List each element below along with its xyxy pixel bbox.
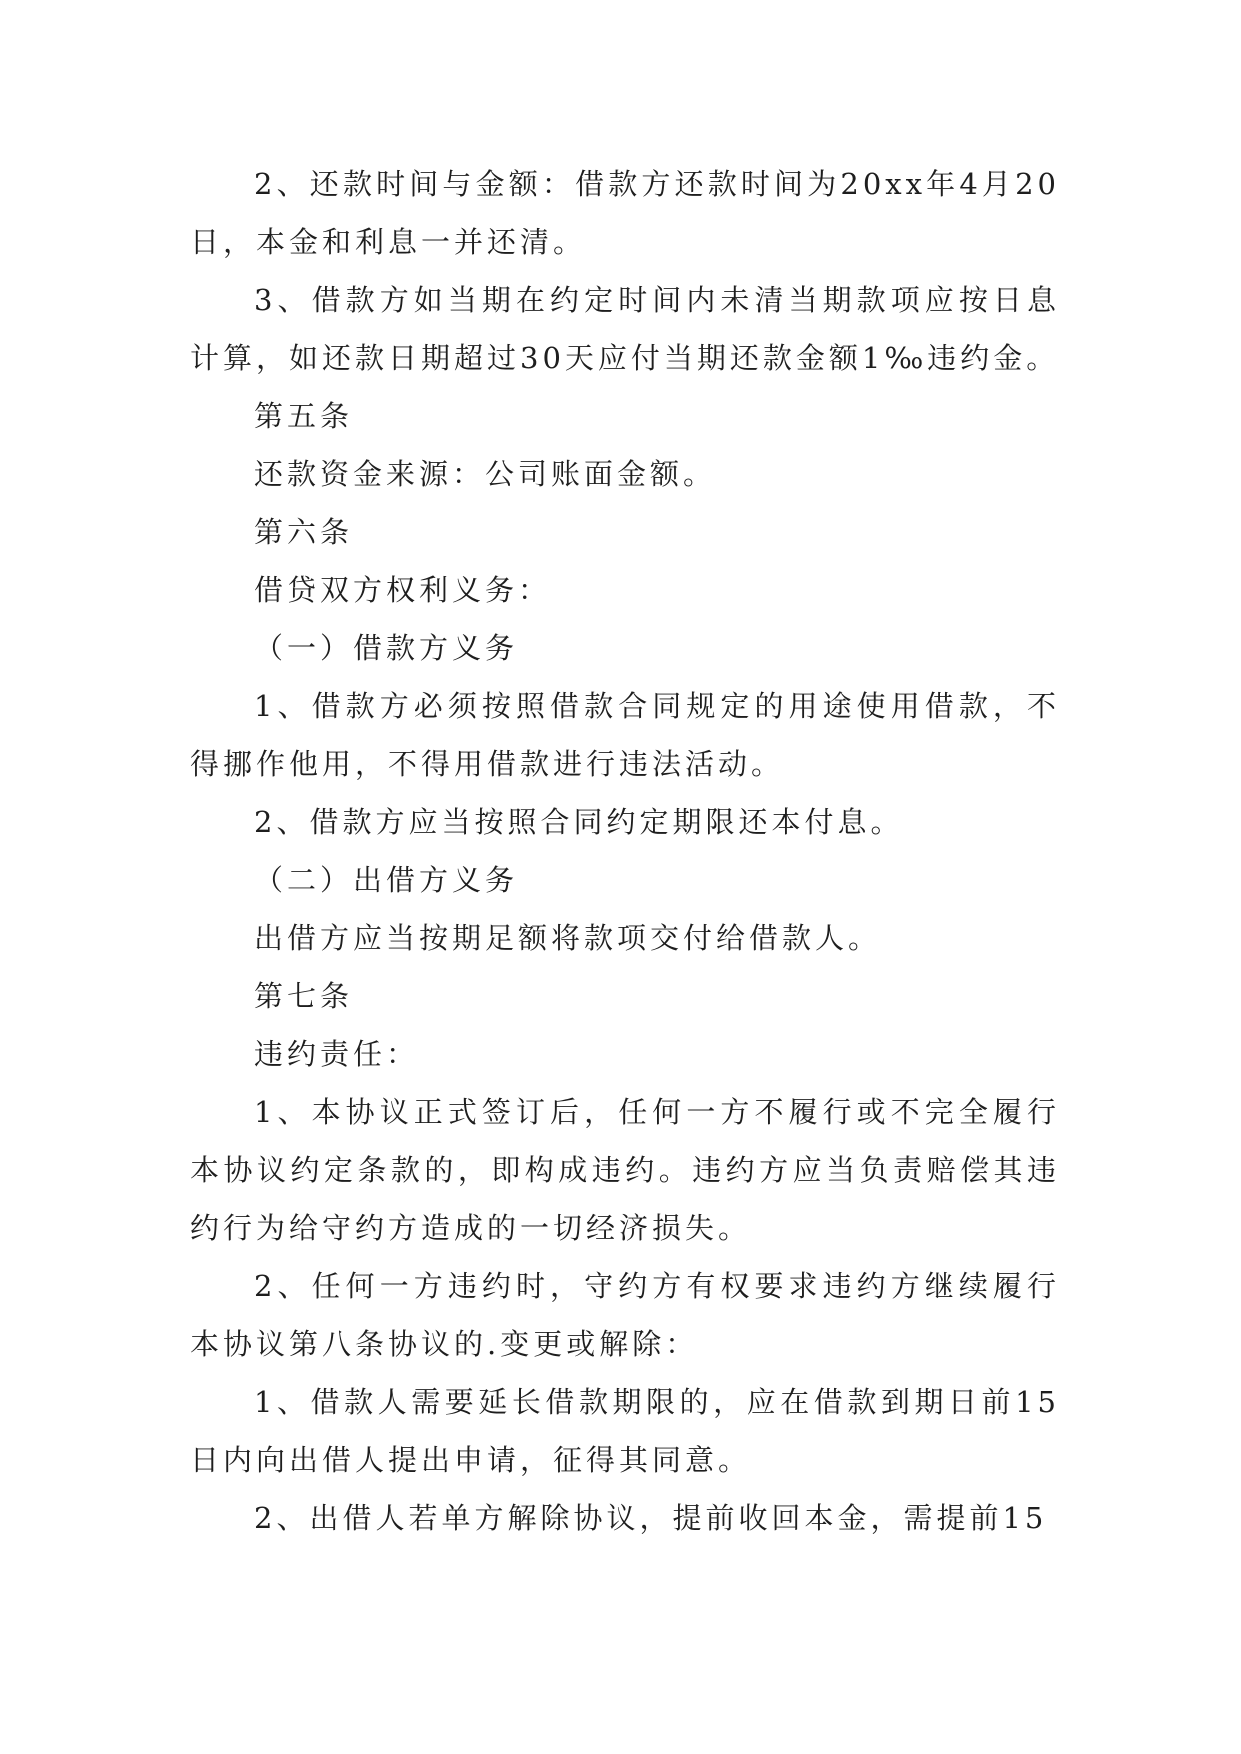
paragraph-liability-title: 违约责任： (254, 1037, 420, 1071)
paragraph-borrower-obligation-2: 2、借款方应当按照合同约定期限还本付息。 (254, 805, 904, 839)
heading-article-5: 第五条 (254, 399, 354, 433)
heading-article-7: 第七条 (254, 979, 354, 1013)
paragraph-repayment-time: 2、还款时间与金额：借款方还款时间为20xx年4月20日，本金和利息一并还清。 (190, 167, 1060, 259)
paragraph-borrower-obligation-1: 1、借款方必须按照借款合同规定的用途使用借款，不得挪作他用，不得用借款进行违法活动。 (190, 689, 1060, 781)
subheading-lender-obligations: （二）出借方义务 (254, 863, 519, 897)
paragraph-liability-2: 2、任何一方违约时，守约方有权要求违约方继续履行本协议第八条协议的.变更或解除： (190, 1269, 1060, 1361)
heading-article-6: 第六条 (254, 515, 354, 549)
paragraph-late-penalty: 3、借款方如当期在约定时间内未清当期款项应按日息计算，如还款日期超过30天应付当期还款金额1‰违约金。 (190, 283, 1060, 375)
document-body (190, 155, 1060, 1547)
paragraph-lender-obligation: 出借方应当按期足额将款项交付给借款人。 (254, 921, 882, 955)
paragraph-rights-obligations: 借贷双方权利义务： (254, 573, 552, 607)
paragraph-termination: 2、出借人若单方解除协议，提前收回本金，需提前15 (254, 1501, 1048, 1535)
paragraph-fund-source: 还款资金来源：公司账面金额。 (254, 457, 717, 491)
paragraph-extension: 1、借款人需要延长借款期限的，应在借款到期日前15日内向出借人提出申请，征得其同意。 (190, 1385, 1060, 1477)
subheading-borrower-obligations: （一）借款方义务 (254, 631, 519, 665)
paragraph-liability-1: 1、本协议正式签订后，任何一方不履行或不完全履行本协议约定条款的，即构成违约。违约方应当负责赔偿其违约行为给守约方造成的一切经济损失。 (190, 1095, 1060, 1245)
